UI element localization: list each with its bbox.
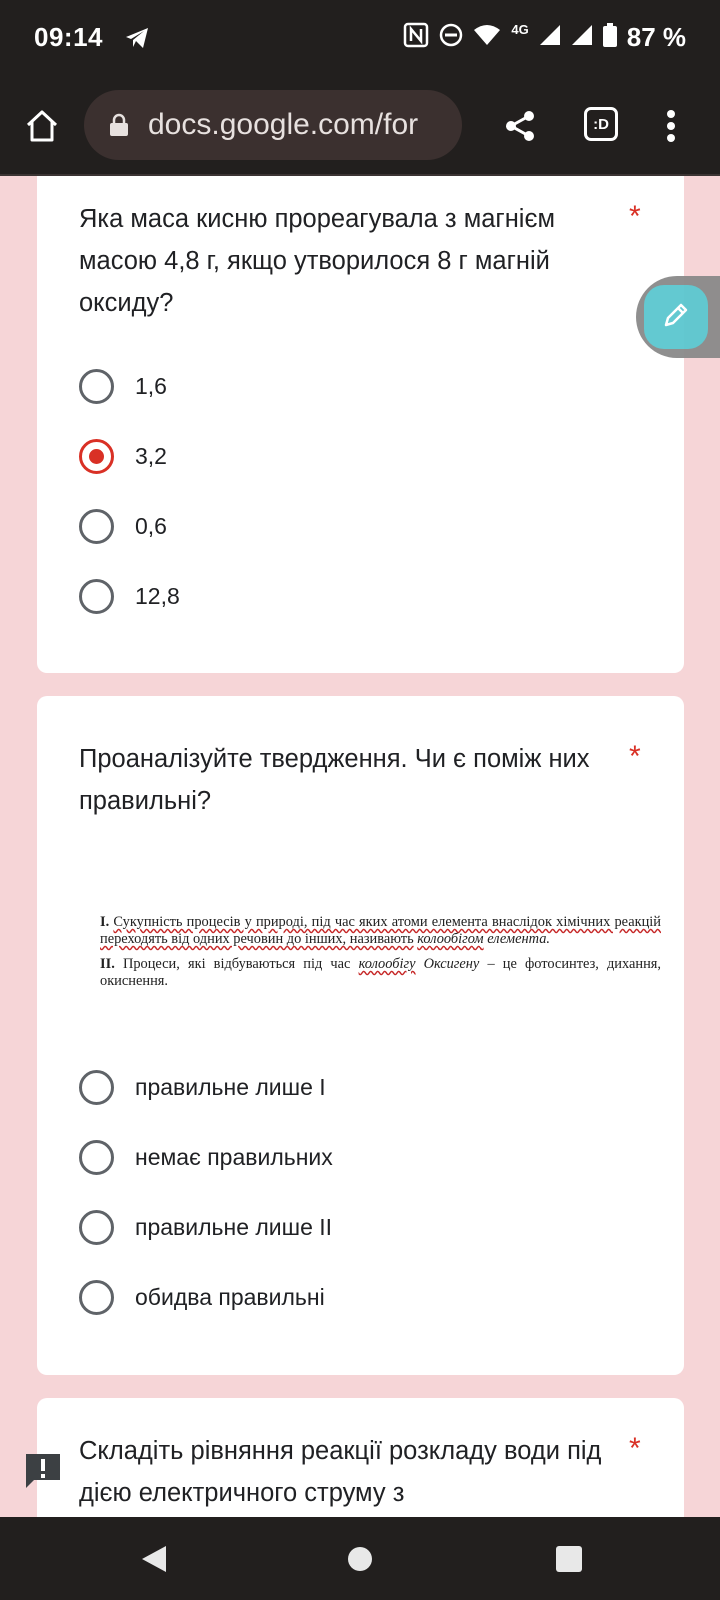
report-feedback-icon[interactable]	[24, 1452, 62, 1495]
edit-button[interactable]	[644, 285, 708, 349]
option-none-correct[interactable]	[79, 1140, 333, 1175]
status-bar	[0, 0, 720, 78]
statement-1-term: колообігом	[417, 931, 484, 947]
statement-2-term: колообігу	[358, 956, 416, 972]
signal-icon-2	[571, 24, 593, 51]
option-label: правильне лише І	[135, 1074, 326, 1100]
statement-1-number: I.	[100, 914, 110, 930]
option-3-2[interactable]	[79, 439, 167, 474]
wifi-icon	[473, 24, 501, 51]
statement-2	[100, 956, 661, 990]
statement-1	[100, 914, 661, 948]
do-not-disturb-icon	[439, 23, 463, 52]
more-menu-icon[interactable]	[656, 106, 686, 146]
option-only-second-correct[interactable]	[79, 1210, 332, 1245]
url-text: docs.google.com/for	[148, 108, 419, 141]
required-asterisk: *	[629, 1432, 641, 1465]
option-label: 3,2	[135, 443, 167, 469]
option-label: правильне лише ІІ	[135, 1214, 333, 1240]
statement-2-end: – це фотосинтез, дихання, окиснення.	[100, 956, 661, 989]
status-icons	[403, 22, 686, 53]
statement-1-text: Сукупність процесів у природі, під час яких атоми елемента внаслідок хімічних реакцій переходять від одних речовин до інших, називають	[100, 914, 661, 947]
browser-toolbar	[0, 78, 720, 176]
tab-badge: :D	[593, 115, 609, 133]
radio-button[interactable]	[79, 1070, 114, 1105]
home-icon[interactable]	[22, 106, 62, 146]
signal-icon	[539, 24, 561, 51]
question-card-2	[37, 696, 684, 1375]
option-label: обидва правильні	[135, 1284, 325, 1310]
lock-icon	[108, 112, 130, 138]
radio-button[interactable]	[79, 509, 114, 544]
battery-percent: 87 %	[626, 22, 686, 52]
question-card-3	[37, 1398, 684, 1517]
floating-edit-panel	[636, 276, 720, 358]
statement-2-text: Процеси, які відбуваються під час	[122, 956, 351, 972]
back-icon[interactable]	[132, 1517, 176, 1600]
radio-button[interactable]	[79, 1280, 114, 1315]
battery-icon	[603, 23, 617, 52]
status-time: 09:14	[34, 22, 103, 52]
radio-button-selected[interactable]	[79, 439, 114, 474]
system-navigation-bar	[0, 1517, 720, 1600]
home-nav-icon[interactable]	[338, 1517, 382, 1600]
statement-2-element: Оксигену	[423, 956, 480, 972]
option-1-6[interactable]	[79, 369, 167, 404]
address-bar[interactable]	[84, 90, 462, 160]
option-both-correct[interactable]	[79, 1280, 325, 1315]
option-0-6[interactable]	[79, 509, 167, 544]
question-card-1	[37, 176, 684, 673]
radio-button[interactable]	[79, 579, 114, 614]
radio-button[interactable]	[79, 369, 114, 404]
question-title: Проаналізуйте твердження. Чи є поміж них правильні?	[79, 745, 590, 815]
radio-button[interactable]	[79, 1210, 114, 1245]
statement-2-number: II.	[100, 956, 115, 972]
required-asterisk: *	[629, 200, 641, 233]
radio-button[interactable]	[79, 1140, 114, 1175]
option-label: 1,6	[135, 373, 167, 399]
question-image	[100, 914, 661, 998]
pencil-icon	[662, 301, 690, 334]
share-icon[interactable]	[500, 106, 540, 146]
option-label: 0,6	[135, 513, 167, 539]
recents-icon[interactable]	[547, 1517, 591, 1600]
statement-1-end: елемента.	[487, 931, 550, 947]
question-title: Складіть рівняння реакції розкладу води під дією електричного струму з	[79, 1437, 602, 1507]
tab-switcher-icon[interactable]	[584, 107, 618, 141]
network-type-label: 4G	[511, 22, 529, 37]
option-label: 12,8	[135, 583, 180, 609]
nfc-icon	[403, 22, 429, 53]
question-title: Яка маса кисню прореагувала з магнієм масою 4,8 г, якщо утворилося 8 г магній оксиду?	[79, 205, 556, 317]
option-only-first-correct[interactable]	[79, 1070, 326, 1105]
telegram-icon	[124, 26, 150, 55]
required-asterisk: *	[629, 740, 641, 773]
option-label: немає правильних	[135, 1144, 333, 1170]
option-12-8[interactable]	[79, 579, 180, 614]
